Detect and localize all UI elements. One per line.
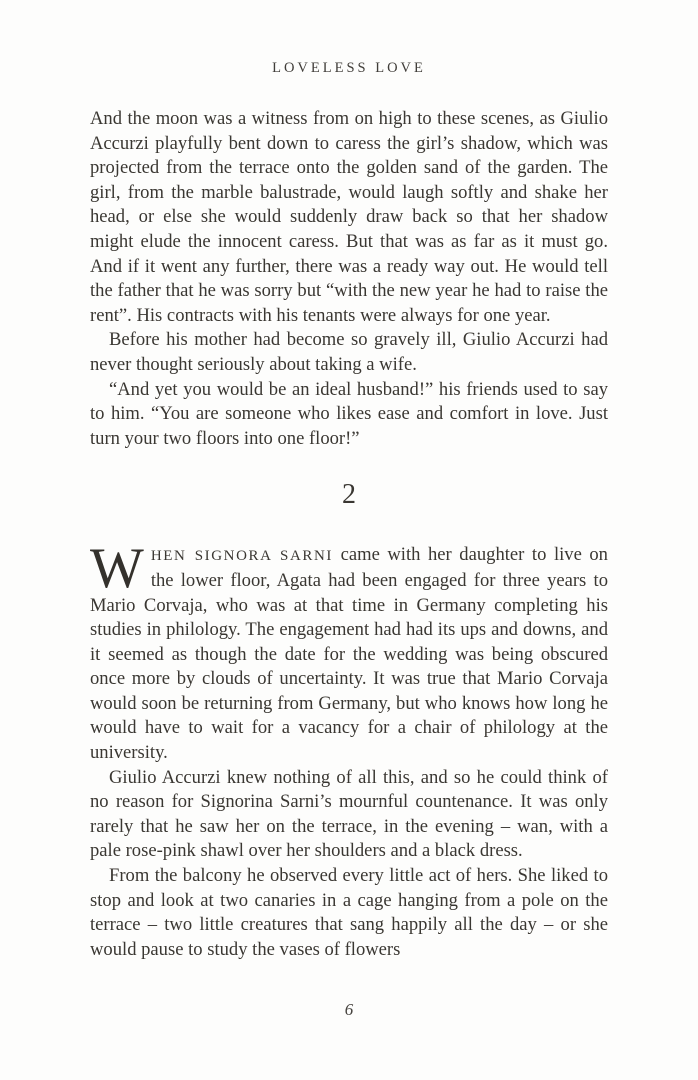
- drop-cap: W: [90, 537, 144, 601]
- text-column: [90, 107, 608, 962]
- paragraph: And the moon was a witness from on high to these scenes, as Giulio Accurzi playfully bent down to caress the girl’s shadow, which was projected from the terrace onto the golden sand of the garden. The girl, from the marble balustrade, would laugh softly and shake her head, or else she would suddenly draw back so that her shadow might elude the innocent caress. But that was as far as it must go. And if it went any further, there was a ready way out. He would tell the father that he was sorry but “with the new year he had to raise the rent”. His contracts with his tenants were always for one year.: [90, 108, 608, 326]
- paragraph: From the balcony he observed every little act of hers. She liked to stop and look at two canaries in a cage hanging from a pole on the terrace – two little creatures that sang happily all the day – or she would pause to study the vases of flowers: [90, 865, 608, 960]
- chapter-opening-paragraph: [90, 537, 608, 765]
- chapter-number: 2: [342, 479, 356, 511]
- running-header: LOVELESS LOVE: [272, 60, 426, 76]
- paragraph: Giulio Accurzi knew nothing of all this, and so he could think of no reason for Signorina Sarni’s mournful countenance. It was only rarely that he saw her on the terrace, in the evening – wan, with a pale rose-pink shawl over her shoulders and a black dress.: [90, 766, 608, 862]
- paragraph: Before his mother had become so gravely ill, Giulio Accurzi had never thought seriously about taking a wife.: [90, 329, 608, 375]
- paragraph: “And yet you would be an ideal husband!” his friends used to say to him. “You are someone who likes ease and comfort in love. Just turn your two floors into one floor!”: [90, 378, 608, 449]
- page-number: 6: [344, 1000, 354, 1019]
- opening-paragraph-text: came with her daughter to live on the lower floor, Agata had been engaged for three years to Mario Corvaja, who was at that time in Germany completing his studies in philology. The engagement had had its ups and downs, and it seemed as though the date for the wedding was being obscured once more by clouds of uncertainty. It was true that Mario Corvaja would soon be returning from Germany, but who knows how long he would have to wait for a vacancy for a chair of philology at the university.: [90, 544, 608, 764]
- opening-small-caps: HEN SIGNORA SARNI: [150, 548, 334, 565]
